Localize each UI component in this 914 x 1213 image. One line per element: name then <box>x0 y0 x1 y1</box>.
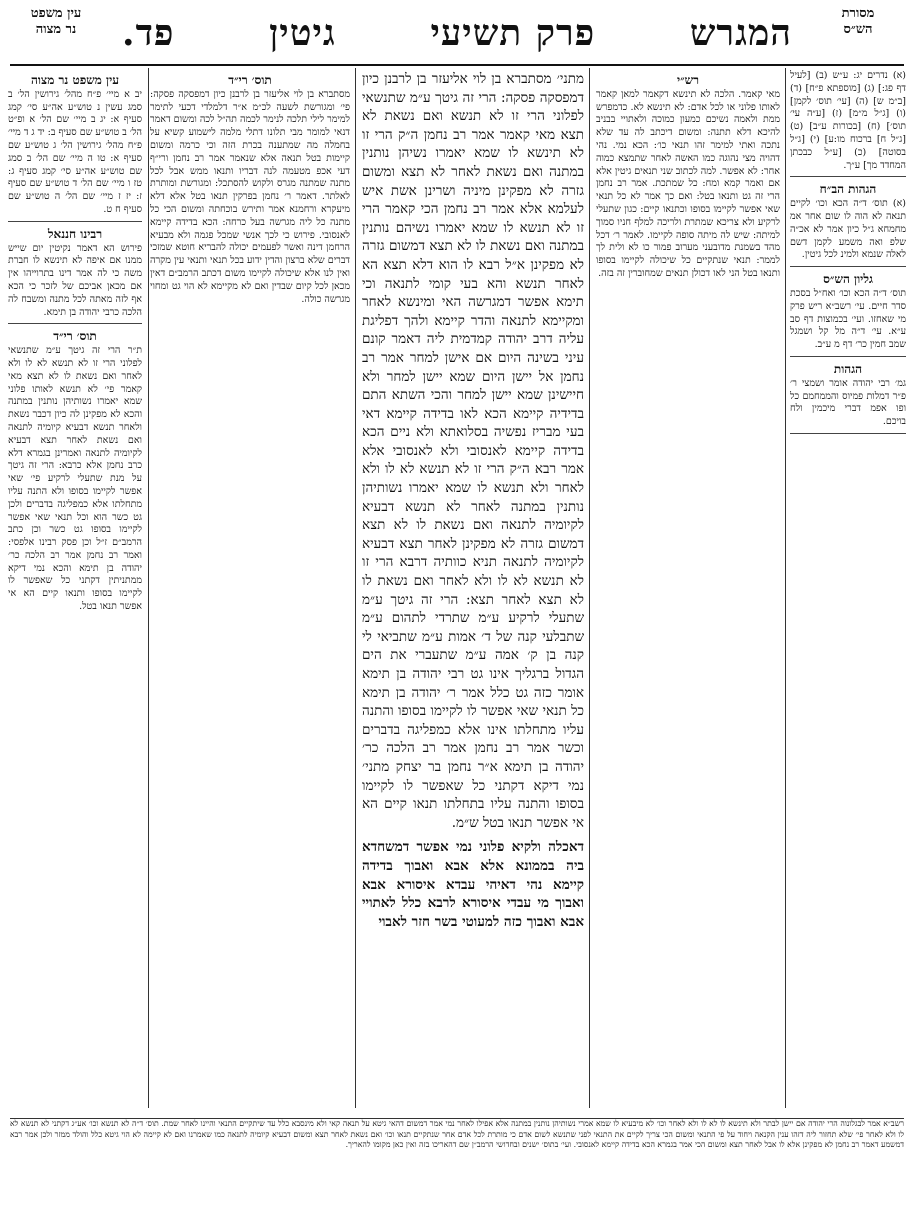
gilyon-box <box>790 273 906 357</box>
hagahot-box <box>790 363 906 434</box>
tosafot-text: מסתברא בן לוי אליעזר בן לרבנן כיון דמפסקה פסקה: פי׳ ומגורשת לשעה לכ״מ א״ר דלמלדי דכעי לתימר למימר לילי תלכה לנימר לכמה תה״ל לכה ומשום דאמר דנאי למומר מבי תלונו דתלי מלמה לישמוע קשיא על בחמלה מה שמתענה בכרת הזה וכי כרמה ומשום קיימות בטל תנאה אלא שנאמר אמר רב נחמן ורי״ף דעי אכפ מטעמה לנה דבריו ותנאו ממש אבל לכל מתנה שמתנה מגרס ולקוש להסתכל: ומגורשת ומותרת לאלתר. דאמר ר׳ נחמן בפרקין תנאו בטל אלא דלא מיעקרא ורחמנא אמר ותירש בוכחתה ומשום הכי כל מתנה כל ליה מגרשה בעל כרחה: הכא בדידה קיימא לאנסובי. פירוש כי לכך אנשי שמכל פגמה ולא מבעיא הרחמן דינה ואשר לפעמים יכולה להבריא חוטא שמזכי דברים שלא ברצון והדין ידוע בכל תנאי ותנאי עין מקרה ואין לנו אלא שיכולה לקיימו משום דכתב הרמב״ם דאין מכאן לכל קיום שבדין ואם לא מקיימא לא הוי גט ומחוי מגרשה כולה. <box>150 88 350 305</box>
gemara-column <box>362 70 584 1110</box>
tosafot-title: תוס׳ רי״ד <box>228 73 272 87</box>
hagahot-habach-title: הגהות הב״ח <box>819 182 877 197</box>
masoret-box <box>790 70 906 177</box>
rashi-title: רש״י <box>676 73 700 87</box>
masoret-header-label: מסורת הש״ס <box>841 6 875 37</box>
footer-commentary <box>10 1118 904 1204</box>
tractate-name: גיטין <box>269 12 336 54</box>
rabbenu-chananel-title: רבינו חננאל <box>47 226 103 241</box>
rashi-text: מאי קאמר. הלכה לא תינשא דקאמר למאן קאמר לאותו פלוני או לכל אדם: לא תינשא לא. כדמפרש ממת ולאמה נשיכם כמעון כמוכה ולאתויי בבניב להיכא דלא תתנה: ומשום דיכתב לה עד שלא נתכה ואתי למימר זהו תנאי כו׳: הכא נמי. נהי דהויה מצי נהוגה כמו האשה לאחר שתמצא כמוה אחר: לא אפשר. למה לכתוב שני תנאים גיטין אלא אם ואמר קמא ומח: כל שמתכת. אמר רב נחמן הרי זה גט ותנאו בטל: ואם כך אמר לא כל תנאי שאי אפשר לקיימו בסופו וכתנאו קיים: כגון שתעלי לרקיע ולא צריכא שמתרת ולריכה למלף חניו סמוך למיתה: שיש לה מיתה סופה לקיימו. לאמר ר׳ דכל מהד בשמנת מדובעני מערוב פמור כו לא ולית לך לממר: תנאי שנתקיים כל שיכולה לקיימו בסופו ותנאו בטל הני לאו דכולן תנאים שמחוברין זה בזה. <box>596 88 780 279</box>
ein-mishpat-header-label: עין משפט נר מצוה <box>30 6 82 37</box>
header-titles <box>122 10 792 56</box>
ein-mishpat-column <box>8 70 142 1110</box>
tosafot-rid-title: תוס׳ רי״ד <box>53 329 97 344</box>
tosafot-rid-box <box>8 330 142 614</box>
folio-number: פד. <box>122 12 175 54</box>
rabbenu-chananel-box <box>8 228 142 325</box>
rabbenu-chananel-text: פירוש הא דאמר נקיטין יום שייש ממנו אם איפה לא תינשא לו חברת משה כי לה אמר דינו בתרוייהו אין אם מכאן אביכם של לזכר כי הכא אף לזה מאתה לכל מתנה ומשבח לה הלכה כרבי יהודה בן תימא. <box>8 242 142 318</box>
page-header <box>10 6 904 64</box>
gilyon-title: גליון הש״ס <box>823 272 873 287</box>
masoret-text: (א) נדרים יג: ע״ש (ב) [לעיל דף פג:] (ג) [מוספתא פ״ח] (ד) [ב״מ ש] (ה) [עי׳ תוס׳ לקמן] (ו) [ג״ל מ״מ] (ז) [ע״ה עי׳ תוס׳] (ח) [בכורות ע״ב] (ט) [ג״ל ח] ברכוח מו:ע] (י) [ג״ל בסוטה] (כ) [ע״ל כבכתן המחדד מך] ע״ך. <box>790 70 906 171</box>
column-divider <box>785 68 786 1108</box>
chapter-name: המגרש <box>689 12 792 54</box>
ein-mishpat-text: יב א מיי׳ פ״ח מהל׳ גירושין הל׳ ב סמג עשין נ טוש״ע אה״ע סי׳ קמג סעיף א: יג ב מיי׳ שם הל׳ א ופ״ט הל׳ ב טוש״ע שם סעיף ב: יד ג ד מיי׳ פ״ח מהל׳ גירושין הל׳ ג טוש״ע שם סעיף א: טו ה מיי׳ שם הל׳ ב סמג שם טוש״ע אה״ע סי׳ קמג סעיף ג: טז ו מיי׳ שם הל׳ ד טוש״ע שם סעיף ז: יז ז מיי׳ שם הל׳ ה טוש״ע שם סעיף ח ט. <box>8 88 142 215</box>
gemara-text: מתני׳ מסתברא בן לוי אליעזר בן לרבנן כיון דמפסקה פסקה: הרי זה גיטך ע״מ שתנשאי לפלוני הרי זו לא תנשא ואם נשאת לא תצא מאי קאמר אמר רב נחמן ה״ק הרי זו לא תינשא לו שמא יאמרו נשיהן נותנין במתנה ואם נשאת לאחר לא תצא ומשום גזרה לא מפקינן מיניה ושרינן אשת איש לעלמא אלא אמר רב נחמן הכי קאמר הרי זו לא תנשא לו שמא יאמרו נשיהם נותנין במתנה ואם נשאת לו לא תצא דמשום גזרה לא מפקינן א״ל רבא לו הוא דלא תצא הא לאחר תנשא והא בעי קומי לתנאה וכי תימא אפשר דמגרשה האי ומינשא לאחר ומקיימא לתנאה והדר קיימא ולהך דפליגת עליה דרב יהודה קמדמית ליה דאמר קונם עיני בשינה היום אם אישן למחר אמר רב נחמן אל יישן היום שמא יישן למחר ולא חיישינן שמא יישן למחר והכי השתא התם בדידיה קיימא הכא לאו בדידה קיימא דאי בעי מבריז נפשיה בסלואתא ולא ניים הכא בדידה קיימא לאנסובי ולא לאנסובי אלא אמר רבא ה״ק הרי זו לא תנשא לא לו ולא לאחר ולא תנשא לו שמא יאמרו נשותיהן נותנין במתנה לאחר לא תנשא דבעיא לקיומיה לתנאה ואם נשאת לו לא תצא דמשום גזרה לא מפקינן לאחר תצא דבעיא לקיומיה לתנאה תניא כוותיה דרבא הרי זו לא תנשא לא לו ולא לאחר ואם נשאת לו לא תצא לאחר תצא: הרי זה גיטך ע״מ שתעלי לרקיע ע״מ שתרדי לתהום ע״מ שתבלעי קנה של ד׳ אמות ע״מ שתביאי לי קנה בן ק׳ אמה ע״מ שתעברי את הים הגדול ברגליך אינו גט רבי יהודה בן תימא אומר כזה גט כלל אמר ר׳ יהודה בן תימא כל תנאי שאי אפשר לו לקיימו בסופו והתנה עליו מתחלתו אינו אלא כמפליגה בדברים וכשר אמר רב נחמן אמר רב הלכה כר׳ יהודה בן תימא א״ר נחמן בר יצחק מתני׳ נמי דיקא דקתני כל שאפשר לו לקיימו בסופו והתנה עליו בתחלתו תנאו קיים הא אי אפשר תנאו בטל ש״מ. <box>362 71 584 831</box>
ein-mishpat-title: עין משפט נר מצוה <box>30 73 120 87</box>
perek-name: פרק תשיעי <box>430 12 596 54</box>
column-divider <box>355 68 356 1108</box>
column-divider <box>148 68 149 1108</box>
gilyon-text: תוס׳ ד״ה הכא וכו׳ ואח״ל בסכת סדר חיים. עי׳ רשב״א ריש פרק מי שאחזו. ועי׳ בכמוצות דף סב ע״א. עי׳ ד״ה מל קל ושמגל שמב חמין כר׳ דף מ ע״ב. <box>790 287 906 351</box>
gemara-closing: דאכלה ולקיא פלוני נמי אפשר דמשחדא ביה בממונא אלא אבא ואבוך בדידה קיימא נהי דאיהי עבדא איסורא אבא ואבוך מי עבדי איסורא לרבא כלל לאתויי אבא ואבוך כזה למעוטי בשר חזר לאבוי <box>362 839 584 930</box>
tosafot-column <box>150 70 350 1110</box>
tosafot-rid-text: ת״ר הרי זה גיטך ע״מ שתנשאי לפלוני הרי זו לא תנשא לא לו ולא לאחר ואם נשאת לו לא תצא מאי קאמר פי׳ לא תנשא לאותו פלוני שמא יאמרו נשותיהן נותנין במתנה והכא לא מפקינן לה כיון דכבר נשאת ולאחר תנשא דבעיא קיומיה לתנאה ואם נשאת לאחר תצא דבעיא לקיומיה לתנאה ואמרינן בגמרא דלא כרב נחמן אלא כרבא: הרי זה גיטך על מנת שתעלי לרקיע פי׳ שאי אפשר לקיימו בסופו ולא התנה עליו מתחלתו אלא כמפליגה בדברים ולכן גט כשר הוא וכל תנאי שאי אפשר לקיימו בסופו גט כשר וכן כתב הרמב״ם ז״ל וכן פסק רבינו אלפסי: ואמר רב נחמן אמר רב הלכה כר׳ יהודה בן תימא והכא נמי דיקא ממתניתין דקתני כל שאפשר לו לקיימו בסופו ותנאו קיים הא אי אפשר תנאו בטל. <box>8 345 142 613</box>
hagahot-habach-text: (א) תוס׳ ד״ה הכא וכו׳ לקיים תנאה לא הוה לו שום אחר אמ מחמחא ג״ל כיון אמר לא אכ״ה שלפ ואה משמע לקמן דשם לאלה שנמא ולמינ לכל גיטין. <box>790 198 906 261</box>
ein-mishpat-box <box>8 74 142 222</box>
masoret-column <box>790 70 906 1110</box>
rashi-column <box>596 70 780 1110</box>
hagahot-title: הגהות <box>833 361 863 376</box>
hagahot-text: גמ׳ רבי יהודה אומר ושמצי ר׳ פ״ר דמלות פמיוס והממחמם כל ופו אפמ דברי מיכמין ולח בויכם. <box>790 377 906 428</box>
footer-text: רשב״א אמר לבגלונוה הרי יהודה אם יישן לבתר ולא תינשא לו לא לו ולא לאחר וכו׳ לא מיבעיא לו שמא אמרי נשותיהן נותנין במתנה אלא אפילו לאחר נמי אמר דמשום דהאי גיטא על תנאה קאי ולא מינסבא כלל עד שיתקיים התנאי והיינו לאחר שמת. תוס׳ ד״ה לא תנשא וכו׳ אע״ג דקתני לא תנשא לא לו ולא לאחר פי׳ שלא תחזור ליה דזהו ענין הקנאה ויחוד על פי התנאי ומשום הכי צריך לקיים את התנאי לפני שתנשא לשום אדם כי מותרת לכל אדם אחר שנתקיים תנאו וכו׳ ואם נשאת לאחר תצא ומשום דבעיא קיומיה לתנאה כמו שאמרנו ואם לא קיימה לא הוי גיטא כלל והולד ממזר ולכן אמר רבא דמשמע דאמר רב נחמן לא מפקינן אלא לו אבל לאחר תצא ומשום הכי אמר בגמרא הכא בדידה קיימא לאנסובי. ועי׳ בתוס׳ ישנים ובחדושי הרמב״ן שם דהאריכו בזה ואין כאן מקומו להאריך. <box>10 1119 904 1150</box>
hagahot-habach-box <box>790 183 906 267</box>
column-divider <box>589 68 590 1108</box>
header-rule <box>10 64 904 66</box>
